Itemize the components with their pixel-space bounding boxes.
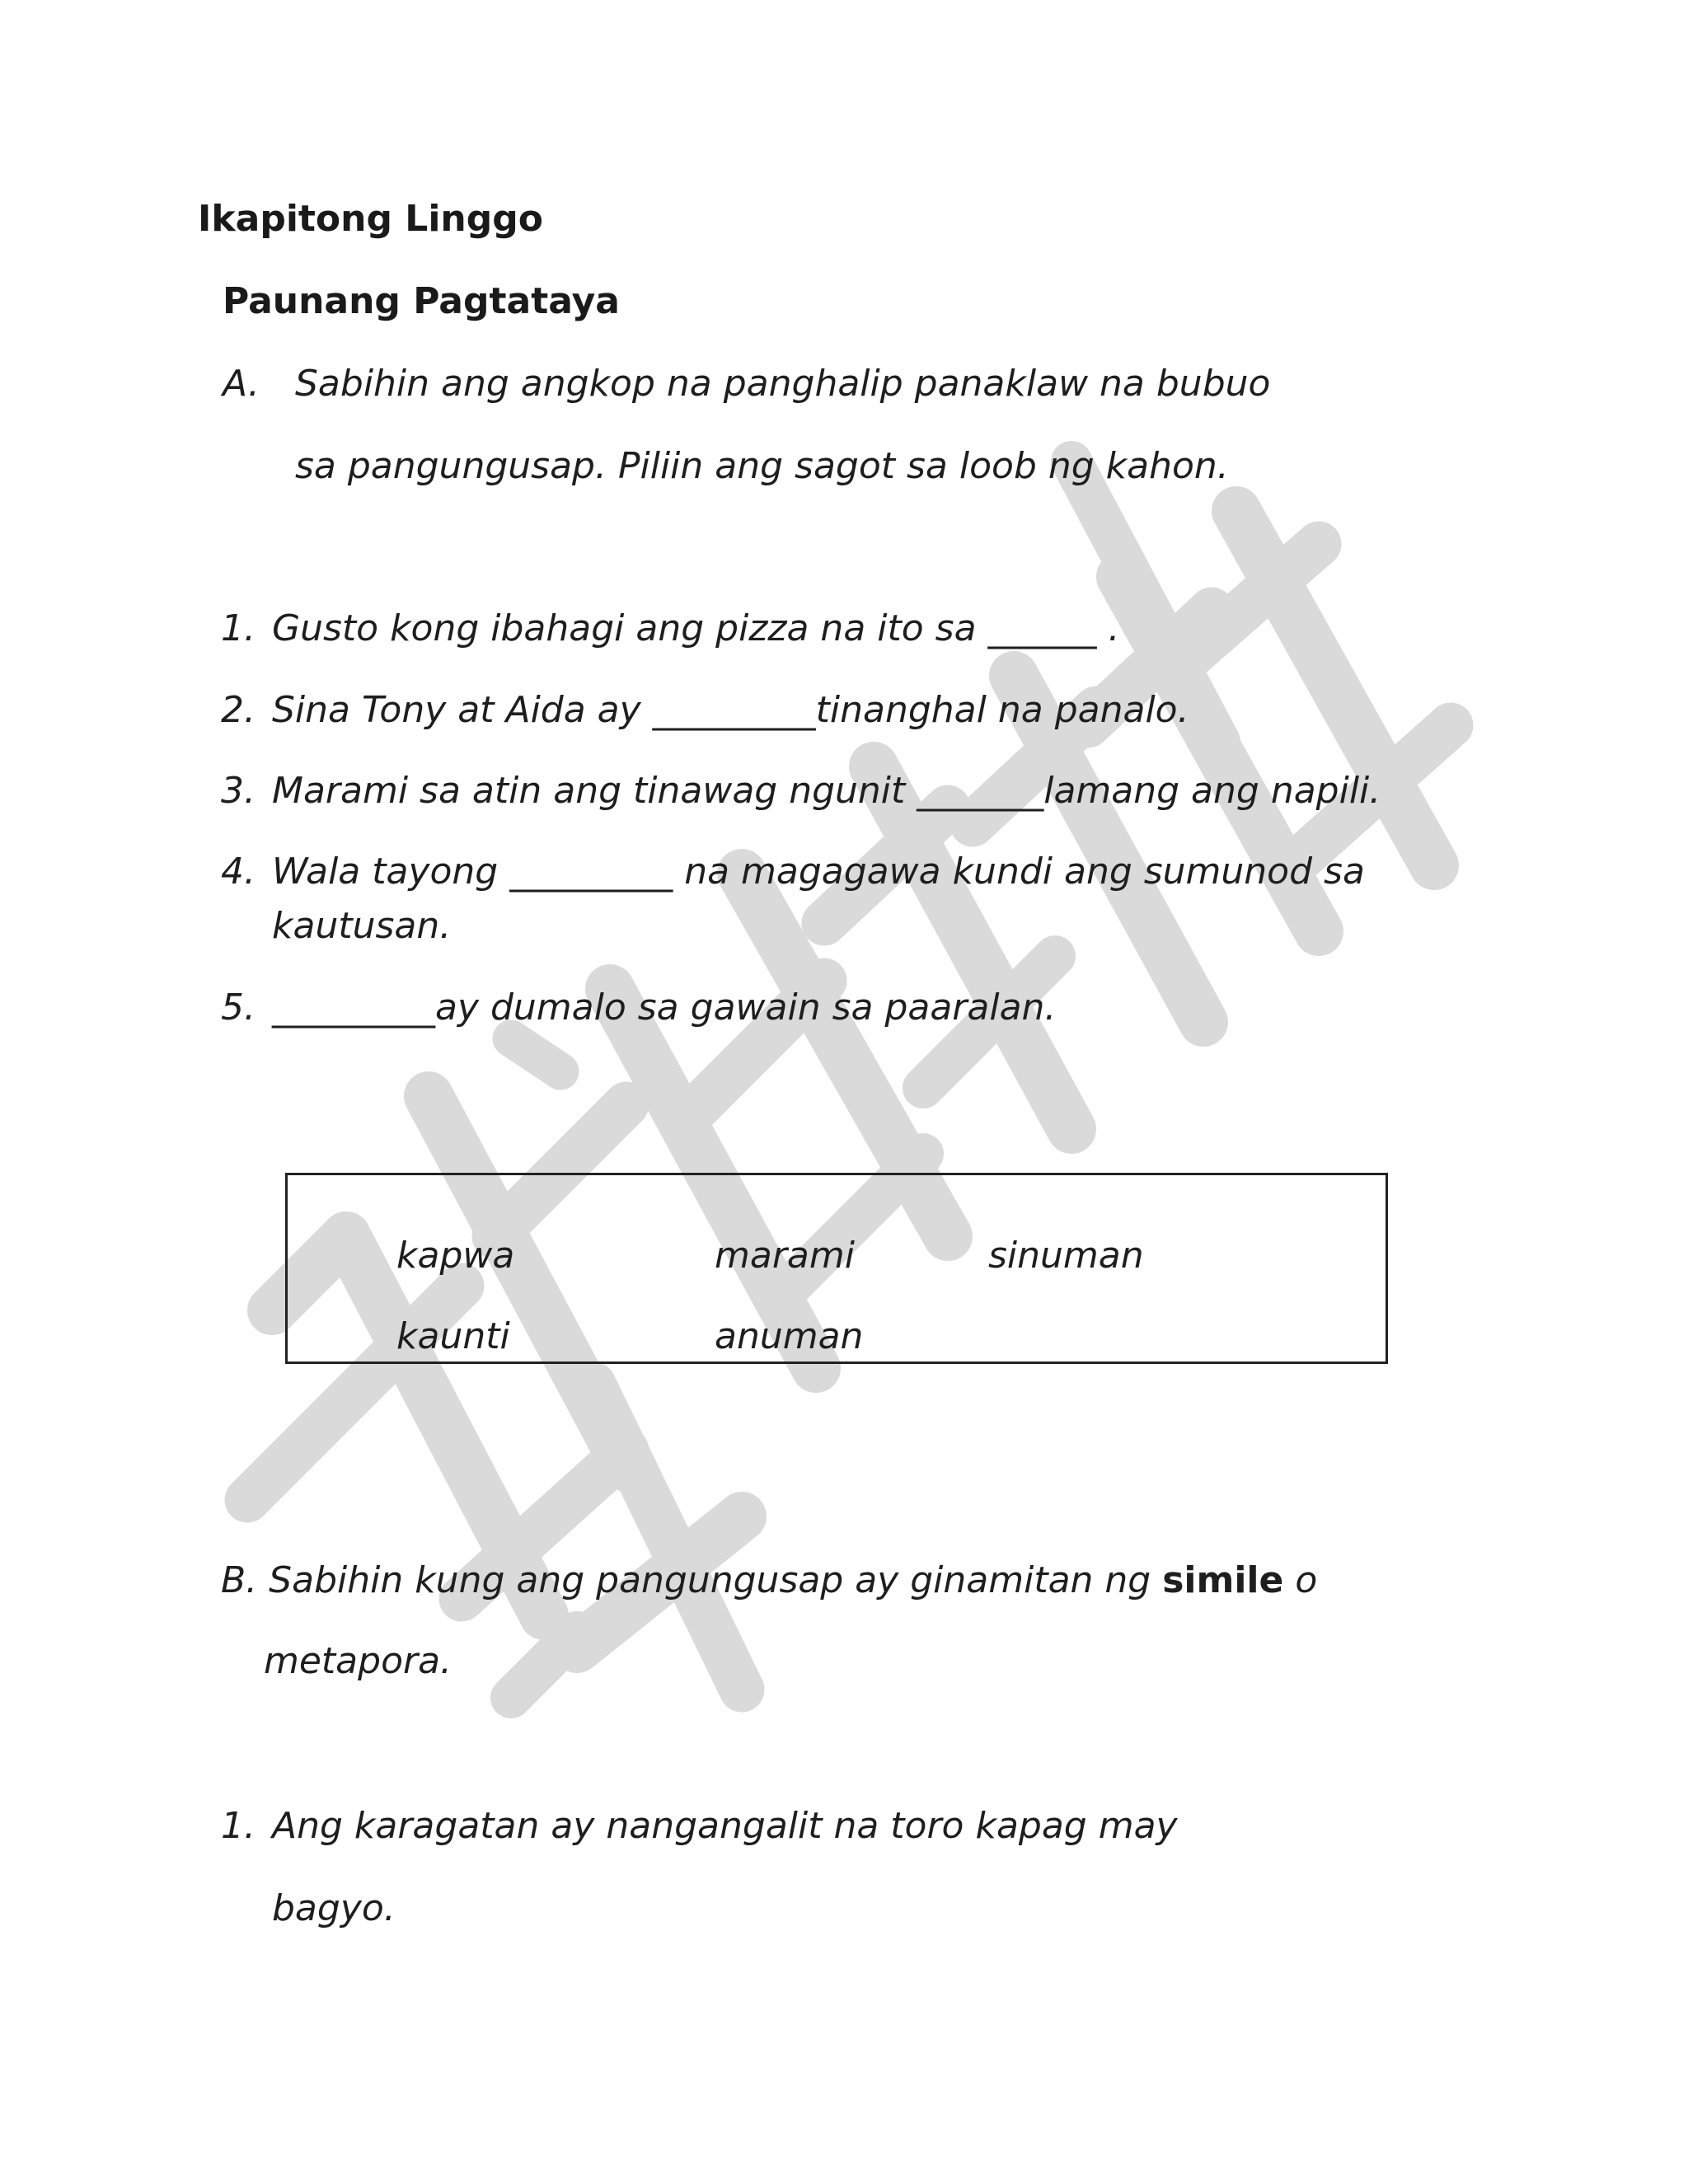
choice-word: kapwa	[396, 1235, 515, 1277]
item-text: Marami sa atin ang tinawag ngunit _______lamang ang napili.	[272, 770, 1381, 812]
part-b-letter: B.	[221, 1559, 258, 1601]
item-text: Ang karagatan ay nangangalit na toro kapag may	[272, 1805, 1178, 1847]
part-b-instruction-pre: Sabihin kung ang pangungusap ay ginamitan ng	[269, 1559, 1151, 1601]
part-a-letter: A.	[223, 363, 260, 405]
item-number: 1.	[221, 607, 256, 649]
section-title: Paunang Pagtataya	[223, 280, 620, 322]
choice-word: anuman	[715, 1315, 864, 1357]
item-text: Sina Tony at Aida ay _________tinanghal na panalo.	[272, 689, 1189, 731]
item-number: 4.	[221, 851, 256, 893]
choice-word: marami	[715, 1235, 855, 1277]
item-number: 2.	[221, 689, 256, 731]
part-b-instruction-line2: metapora.	[264, 1640, 452, 1682]
choice-box	[285, 1173, 1388, 1364]
part-b-instruction-line1	[221, 1559, 1317, 1601]
item-number: 5.	[221, 987, 256, 1029]
item-text-continued: bagyo.	[272, 1887, 396, 1929]
choice-word: sinuman	[988, 1235, 1144, 1277]
week-title: Ikapitong Linggo	[198, 198, 543, 240]
item-number: 3.	[221, 770, 256, 812]
item-text: Wala tayong _________ na magagawa kundi ang sumunod sa	[272, 851, 1365, 893]
part-a-instruction-line2: sa pangungusap. Piliin ang sagot sa loob ng kahon.	[295, 445, 1229, 487]
part-a-instruction-line1: Sabihin ang angkop na panghalip panaklaw na bubuo	[295, 363, 1271, 405]
item-number: 1.	[221, 1805, 256, 1847]
item-text-continued: kautusan.	[272, 905, 452, 947]
item-text: Gusto kong ibahagi ang pizza na ito sa ______ .	[272, 607, 1120, 649]
item-text: _________ay dumalo sa gawain sa paaralan.	[272, 987, 1057, 1029]
choice-word: kaunti	[396, 1315, 510, 1357]
part-b-keyword: simile	[1162, 1559, 1284, 1601]
part-b-instruction-post: o	[1295, 1559, 1318, 1601]
